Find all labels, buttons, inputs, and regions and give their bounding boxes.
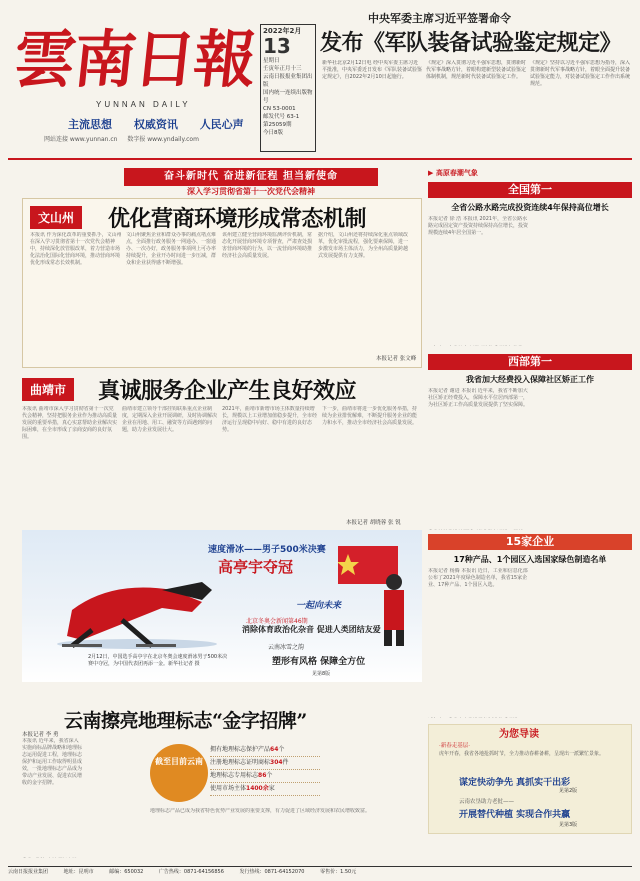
right-title-1[interactable]: 全省公路水路完成投资连续4年保持高位增长 — [451, 203, 609, 212]
slogan-2: 权威资讯 — [133, 118, 178, 131]
photo-feature[interactable]: 塑形有风格 保障全方位 — [272, 657, 366, 667]
info-line: 云南日报报业集团出版 — [263, 74, 313, 88]
body-col: 2021年，曲靖市新增市场主体数量持续增长，规模以上工业增加值稳步提升，全市经济运行呈现稳中向好、稳中有进的良好态势。 — [222, 406, 318, 433]
newspaper-logo: 雲南日報 — [10, 23, 258, 96]
page-footer — [8, 866, 632, 876]
theme-banner: 奋斗新时代 奋进新征程 担当新使命 — [124, 168, 378, 186]
right-title-2[interactable]: 我省加大经费投入保障社区矫正工作 — [466, 375, 594, 384]
guide-box — [428, 724, 632, 834]
guide-headline-1[interactable]: 谋定快动争先 真抓实干出彩 — [459, 778, 571, 788]
masthead-divider — [8, 158, 632, 160]
info-line: 国内统一连续出版物号 — [263, 90, 313, 104]
right-byline-1: 本报记者 徐 浩 — [428, 216, 462, 222]
footer-item: 广告热线：0871-64156856 — [158, 869, 224, 875]
guide-page-1: 见第2版 — [559, 788, 578, 794]
urls — [44, 134, 207, 143]
body-col: 本报讯 近年来，我省不断加大社区矫正经费投入，保障水平位居西部第一，为社区矫正工作高质量发展提供了坚实保障。 — [428, 388, 529, 408]
photo-headline[interactable]: 高亭宇夺冠 — [218, 558, 294, 576]
gi-item: 使用市场主体1400余家 — [210, 783, 320, 796]
photo-event: 速度滑冰——男子500米决赛 — [208, 545, 326, 555]
info-line: CN 53-0001 — [263, 106, 296, 112]
lead-col: 《规定》深入贯彻习近平强军思想，贯彻新时代军事战略方针，着眼构建新型装备试验鉴定体制机制，规范新时代装备试验鉴定工作。 — [426, 60, 527, 80]
gi-list — [210, 744, 320, 796]
footer-item: 零售价：1.50元 — [320, 869, 357, 875]
article-wenshan-title[interactable]: 优化营商环境形成常态机制 — [108, 206, 367, 232]
gi-circle: 截至目前云南 — [150, 744, 208, 802]
article-wenshan-body — [30, 232, 416, 352]
article-qujing-title[interactable]: 真诚服务企业产生良好效应 — [98, 378, 357, 404]
region-tag-wenshan: 文山州 — [30, 206, 82, 229]
info-line: 今日8版 — [263, 130, 283, 136]
body-col: 本报讯 近年来，我省深入实施商标品牌战略和地理标志运用促进工程，地理标志保护和运用工作取得明显成效，一批地理标志产品成为带动产业发展、促进农民增收的金字招牌。 — [22, 738, 83, 786]
body-col: 据介绍，文山州还将持续深化重点领域改革，优化审批流程，强化要素保障，进一步激发市场主体活力，为全州高质量跨越式发展提供有力支撑。 — [318, 232, 409, 259]
slogan-1: 主流思想 — [68, 118, 112, 131]
right-bar-2: 西部第一 — [428, 354, 632, 370]
olympic-photo[interactable] — [22, 530, 422, 682]
body-col: 地理标志产品已成为我省特色优势产业发展的重要支撑，有力促进了区域经济发展和农民增收致富。 — [150, 808, 371, 814]
article-qujing-body — [22, 406, 422, 518]
right-title-3[interactable]: 17种产品、1个园区入选国家绿色制造名单 — [453, 555, 607, 564]
guide-text: 虎年开春，我省各地抢抓时节，全力推动春耕备耕，呈现出一派繁忙景象。 — [439, 751, 605, 757]
masthead — [8, 6, 632, 156]
slogans — [68, 116, 254, 132]
logo-english: YUNNAN DAILY — [96, 100, 191, 109]
body-col: 该州建立健全营商环境监测评价机制，常态化开展营商环境专项督查，严肃查处损害营商环境的行为，以一流营商环境助推经济社会高质量发展。 — [222, 232, 313, 259]
issue-infobox — [260, 24, 316, 152]
article-gi-title[interactable]: 云南擦亮地理标志“金字招牌” — [64, 710, 307, 732]
article-gi-body-bottom — [150, 808, 422, 858]
issue-year: 2022年2月 — [263, 27, 302, 35]
photo-see-page: 见第8版 — [312, 671, 331, 677]
right-byline-3: 本报记者 杨腾 — [428, 568, 460, 574]
photo-commentary[interactable]: 消除体育政治化杂音 促进人类团结友爱 — [242, 625, 381, 634]
skater-illustration — [52, 560, 222, 650]
gi-item: 注册地理标志证明商标304件 — [210, 757, 320, 770]
lead-col: 新华社北京2月12日电 经中央军委主席习近平批准，中央军委近日发布《军队装备试验鉴定规定》，自2022年2月10日起施行。 — [322, 60, 423, 80]
lead-col: 《规定》坚持以习近平强军思想为指导，深入贯彻新时代军事战略方针，着眼全面提升装备试验鉴定能力，对装备试验鉴定工作作出系统规范。 — [530, 60, 631, 87]
gi-item: 拥有地理标志保护产品64个 — [210, 744, 320, 757]
body-col: 本报讯 作为深化改革的重要抓手，文山州在深入学习贯彻省第十一次党代会精神中，持续深化放管服改革，着力营造市场化法治化国际化营商环境，推动营商环境优化形成常态长效机制。 — [30, 232, 122, 266]
article-wenshan-byline: 本报记者 张文峰 — [376, 356, 417, 362]
footer-item: 邮编：650032 — [109, 869, 144, 875]
right-body-2 — [428, 388, 632, 530]
issue-day: 13 — [263, 34, 291, 58]
issue-lunar: 壬寅年正月十三 — [263, 66, 302, 72]
body-col: 本报讯 2021年，全省公路水路完成固定资产投资持续保持高位增长，投资规模连续4年居全国第一。 — [428, 216, 529, 236]
footer-item: 云南日报报业集团 — [8, 869, 49, 875]
photo-caption: 2月12日，中国选手高亭宇在北京冬奥会速度滑冰男子500米决赛中夺冠，为中国代表团再添一金。新华社记者 摄 — [88, 654, 228, 667]
right-body-1 — [428, 216, 632, 346]
issue-weekday: 星期日 — [263, 58, 280, 64]
url-1[interactable]: 网站连接 www.yunnan.cn — [44, 136, 118, 143]
slogan-3: 人民心声 — [199, 118, 244, 131]
guide-sub: ·新春走基层· — [439, 743, 470, 749]
photo-slogan: 一起向未来 — [296, 601, 342, 611]
right-body-3 — [428, 568, 632, 718]
info-line: 邮发代号 63-1 — [263, 114, 300, 120]
footer-item: 地址：昆明市 — [63, 869, 94, 875]
guide-page-2: 见第3版 — [559, 822, 578, 828]
body-col: 本报讯 近日，工业和信息化部公布了2021年度绿色制造名单，我省15家企业、17种产品、1个园区入选。 — [428, 568, 528, 588]
right-bar-1: 全国第一 — [428, 182, 632, 198]
right-section-label: ▶ 高原春潮气象 — [428, 169, 478, 177]
guide-kicker-2: 云南农垦助力老挝—— — [459, 799, 515, 805]
article-gi-byline: 本报记者 李 勇 — [22, 732, 59, 738]
lead-kicker: 中央军委主席习近平签署命令 — [368, 12, 511, 25]
lead-body — [322, 60, 638, 152]
info-line: 第25059期 — [263, 122, 292, 128]
body-col: 本报讯 曲靖市深入学习贯彻省第十一次党代会精神，坚持把服务企业作为推动高质量发展的重要举措，真心实意帮助企业解决实际困难，在全市形成了亲商安商的良好氛围。 — [22, 406, 118, 440]
body-col: 曲靖市建立领导干部挂钩联系重点企业制度，定期深入企业开展调研，及时协调解决企业在用地、用工、融资等方面遇到的问题，助力企业发展壮大。 — [122, 406, 218, 433]
url-2[interactable]: 数字报 www.yndaily.com — [127, 136, 199, 143]
lead-headline[interactable]: 发布《军队装备试验鉴定规定》 — [320, 30, 622, 56]
guide-headline-2[interactable]: 开展替代种植 实现合作共赢 — [459, 810, 571, 820]
article-qujing-byline: 本报记者 胡晓蓉 张 锐 — [346, 520, 401, 526]
region-tag-qujing: 曲靖市 — [22, 378, 74, 401]
photo-issue: 北京冬奥会新闻第46期 — [246, 618, 308, 625]
footer-item: 发行热线：0871-64152070 — [239, 869, 305, 875]
photo-column: 云南冰雪之韵 — [268, 644, 305, 651]
theme-banner-sub: 深入学习贯彻省第十一次党代会精神 — [187, 187, 315, 196]
guide-title: 为您导读 — [499, 729, 539, 740]
gi-infographic — [150, 744, 310, 804]
body-col: 文山州聚焦企业和群众办事的痛点堵点难点，全面推行政务服务一网通办、一窗通办、一次办好，政务服务事项网上可办率持续提升，企业开办时间进一步压减，群众和企业获得感不断增强。 — [126, 232, 217, 266]
gi-item: 地理标志专用标志86个 — [210, 770, 320, 783]
right-bar-3: 15家企业 — [428, 534, 632, 550]
article-gi-body-left — [22, 738, 146, 858]
body-col: 下一步，曲靖市将进一步优化服务举措，持续为企业排忧解难，不断提升服务企业的能力和水平，推动全市经济社会高质量发展。 — [322, 406, 418, 426]
right-byline-2: 本报记者 谢进 — [428, 388, 460, 394]
